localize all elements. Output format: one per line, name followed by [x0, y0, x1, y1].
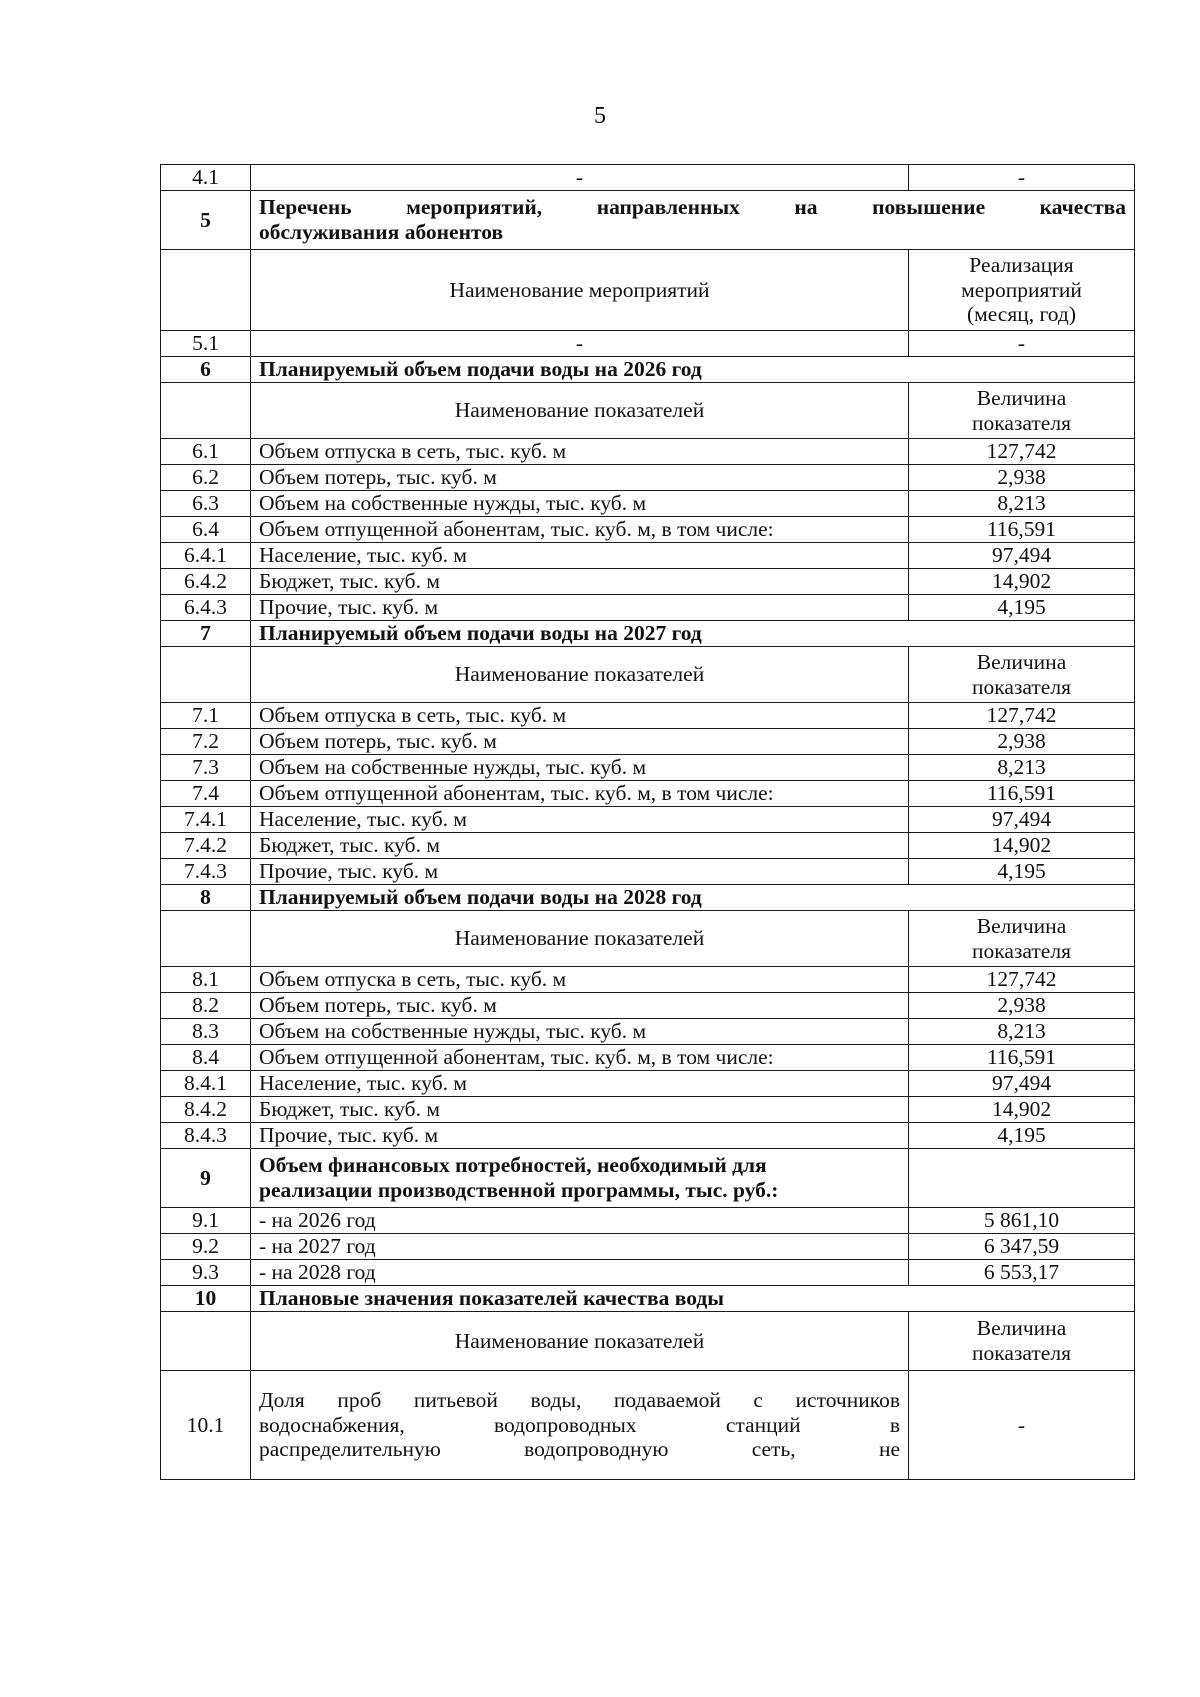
table-row [161, 465, 1135, 491]
empty-cell [909, 1149, 1135, 1208]
row-value: 14,902 [909, 1097, 1135, 1123]
row-number: 6.3 [161, 491, 251, 517]
empty-cell [161, 911, 251, 967]
row-value: 14,902 [909, 833, 1135, 859]
row-value: 97,494 [909, 807, 1135, 833]
table-row [161, 833, 1135, 859]
row-value: 2,938 [909, 729, 1135, 755]
table-row [161, 569, 1135, 595]
row-name: Население, тыс. куб. м [251, 807, 909, 833]
row-number: 6.4.3 [161, 595, 251, 621]
row-value: 127,742 [909, 703, 1135, 729]
table-row [161, 1019, 1135, 1045]
empty-cell [161, 250, 251, 331]
header-line: показателя [972, 1341, 1071, 1365]
section-title-line: реализации производственной программы, тыс. руб.: [259, 1178, 779, 1202]
empty-cell [161, 647, 251, 703]
row-value: 116,591 [909, 1045, 1135, 1071]
table-row [161, 331, 1135, 357]
section-title [251, 191, 1135, 250]
section-title: Планируемый объем подачи воды на 2027 год [251, 621, 1135, 647]
header-row [161, 911, 1135, 967]
row-name: Объем отпущенной абонентам, тыс. куб. м, в том числе: [251, 517, 909, 543]
row-number: 9.3 [161, 1260, 251, 1286]
row-number: 8.4.2 [161, 1097, 251, 1123]
section-title: Планируемый объем подачи воды на 2026 год [251, 357, 1135, 383]
section-number: 8 [161, 885, 251, 911]
header-line: (месяц, год) [966, 302, 1077, 327]
row-value: 4,195 [909, 595, 1135, 621]
row-name: - на 2027 год [251, 1234, 909, 1260]
section-row [161, 1286, 1135, 1312]
row-number: 8.4.3 [161, 1123, 251, 1149]
table-row [161, 1371, 1135, 1480]
section-number: 7 [161, 621, 251, 647]
row-number: 7.4.3 [161, 859, 251, 885]
section-number: 10 [161, 1286, 251, 1312]
row-name: - [251, 331, 909, 357]
row-name [251, 1371, 909, 1480]
row-number: 9.1 [161, 1208, 251, 1234]
row-number: 6.4.2 [161, 569, 251, 595]
row-value: 127,742 [909, 439, 1135, 465]
row-number: 7.4.2 [161, 833, 251, 859]
row-value: 6 553,17 [909, 1260, 1135, 1286]
table-row [161, 517, 1135, 543]
table-row [161, 439, 1135, 465]
section-title: Планируемый объем подачи воды на 2028 год [251, 885, 1135, 911]
row-value: - [909, 1371, 1135, 1480]
row-number: 7.1 [161, 703, 251, 729]
table-row [161, 1123, 1135, 1149]
table-row [161, 703, 1135, 729]
row-name: - на 2026 год [251, 1208, 909, 1234]
row-value: 8,213 [909, 491, 1135, 517]
column-header-name: Наименование показателей [251, 911, 909, 967]
row-name: Объем на собственные нужды, тыс. куб. м [251, 491, 909, 517]
section-row [161, 885, 1135, 911]
row-value: 127,742 [909, 967, 1135, 993]
header-line: Величина [976, 1316, 1067, 1341]
column-header-value [909, 911, 1135, 967]
column-header-value [909, 1312, 1135, 1371]
row-number: 8.4 [161, 1045, 251, 1071]
row-name: Объем на собственные нужды, тыс. куб. м [251, 755, 909, 781]
row-number: 5.1 [161, 331, 251, 357]
table-row [161, 859, 1135, 885]
header-row [161, 1312, 1135, 1371]
row-name: Бюджет, тыс. куб. м [251, 569, 909, 595]
row-name: Бюджет, тыс. куб. м [251, 833, 909, 859]
row-name: Объем отпуска в сеть, тыс. куб. м [251, 439, 909, 465]
table-row [161, 1097, 1135, 1123]
row-value: 8,213 [909, 1019, 1135, 1045]
table-row [161, 1260, 1135, 1286]
row-name: - на 2028 год [251, 1260, 909, 1286]
header-line: Реализация [969, 252, 1074, 277]
row-value: 116,591 [909, 781, 1135, 807]
row-number: 8.2 [161, 993, 251, 1019]
row-name: Объем отпуска в сеть, тыс. куб. м [251, 703, 909, 729]
program-table [160, 164, 1135, 1480]
table-row [161, 967, 1135, 993]
section-title-line: обслуживания абонентов [259, 220, 504, 244]
row-value: 5 861,10 [909, 1208, 1135, 1234]
row-number: 6.2 [161, 465, 251, 491]
row-number: 6.1 [161, 439, 251, 465]
row-value: 4,195 [909, 859, 1135, 885]
table-row [161, 1071, 1135, 1097]
row-value: 6 347,59 [909, 1234, 1135, 1260]
empty-cell [161, 383, 251, 439]
row-value: - [909, 331, 1135, 357]
header-line: показателя [972, 674, 1071, 699]
row-number: 7.2 [161, 729, 251, 755]
table-row [161, 1208, 1135, 1234]
header-row [161, 647, 1135, 703]
row-name-line: распределительную водопроводную сеть, не [259, 1437, 900, 1462]
column-header-name: Наименование показателей [251, 1312, 909, 1371]
row-value: 2,938 [909, 993, 1135, 1019]
row-number: 6.4 [161, 517, 251, 543]
column-header-value [909, 647, 1135, 703]
row-number: 10.1 [161, 1371, 251, 1480]
section-title-line: Перечень мероприятий, направленных на повышение качества [259, 195, 1126, 220]
row-name: Бюджет, тыс. куб. м [251, 1097, 909, 1123]
header-line: мероприятий [961, 277, 1082, 302]
row-number: 8.3 [161, 1019, 251, 1045]
column-header-name: Наименование показателей [251, 647, 909, 703]
row-number: 8.1 [161, 967, 251, 993]
row-name: - [251, 165, 909, 191]
table-row [161, 595, 1135, 621]
row-value: 14,902 [909, 569, 1135, 595]
table-row [161, 755, 1135, 781]
section-number: 6 [161, 357, 251, 383]
header-row [161, 250, 1135, 331]
row-number: 7.3 [161, 755, 251, 781]
table-row [161, 781, 1135, 807]
section-number: 9 [161, 1149, 251, 1208]
section-title [251, 1149, 909, 1208]
column-header-name: Наименование мероприятий [251, 250, 909, 331]
row-value: 97,494 [909, 1071, 1135, 1097]
row-name: Объем потерь, тыс. куб. м [251, 729, 909, 755]
header-line: Величина [976, 649, 1067, 674]
section-row [161, 191, 1135, 250]
section-number: 5 [161, 191, 251, 250]
page-number: 5 [594, 103, 606, 129]
header-line: Величина [976, 385, 1067, 410]
row-name: Объем на собственные нужды, тыс. куб. м [251, 1019, 909, 1045]
header-line: Величина [976, 913, 1067, 938]
row-value: 97,494 [909, 543, 1135, 569]
row-name: Объем отпущенной абонентам, тыс. куб. м, в том числе: [251, 781, 909, 807]
row-name: Прочие, тыс. куб. м [251, 595, 909, 621]
column-header-name: Наименование показателей [251, 383, 909, 439]
table-row [161, 165, 1135, 191]
section-row [161, 357, 1135, 383]
table-row [161, 1234, 1135, 1260]
table-row [161, 1045, 1135, 1071]
row-number: 9.2 [161, 1234, 251, 1260]
column-header-value [909, 250, 1135, 331]
row-name: Объем отпуска в сеть, тыс. куб. м [251, 967, 909, 993]
row-number: 7.4 [161, 781, 251, 807]
row-number: 4.1 [161, 165, 251, 191]
row-name: Прочие, тыс. куб. м [251, 1123, 909, 1149]
section-row [161, 1149, 1135, 1208]
empty-cell [161, 1312, 251, 1371]
header-line: показателя [972, 410, 1071, 435]
row-value: 2,938 [909, 465, 1135, 491]
header-line: показателя [972, 938, 1071, 963]
row-value: 8,213 [909, 755, 1135, 781]
section-row [161, 621, 1135, 647]
row-number: 7.4.1 [161, 807, 251, 833]
row-name-line: Доля проб питьевой воды, подаваемой с источников [259, 1387, 900, 1412]
section-title-line: Объем финансовых потребностей, необходимый для [259, 1153, 767, 1178]
table-row [161, 993, 1135, 1019]
header-row [161, 383, 1135, 439]
row-value: 4,195 [909, 1123, 1135, 1149]
table-row [161, 807, 1135, 833]
row-name: Объем отпущенной абонентам, тыс. куб. м, в том числе: [251, 1045, 909, 1071]
row-name: Объем потерь, тыс. куб. м [251, 465, 909, 491]
section-title: Плановые значения показателей качества воды [251, 1286, 1135, 1312]
table-row [161, 491, 1135, 517]
table-row [161, 729, 1135, 755]
table-row [161, 543, 1135, 569]
column-header-value [909, 383, 1135, 439]
row-number: 6.4.1 [161, 543, 251, 569]
row-value: 116,591 [909, 517, 1135, 543]
row-name: Население, тыс. куб. м [251, 1071, 909, 1097]
row-name: Прочие, тыс. куб. м [251, 859, 909, 885]
row-name-line: водоснабжения, водопроводных станций в [259, 1412, 900, 1437]
row-number: 8.4.1 [161, 1071, 251, 1097]
row-name: Население, тыс. куб. м [251, 543, 909, 569]
row-name: Объем потерь, тыс. куб. м [251, 993, 909, 1019]
row-value: - [909, 165, 1135, 191]
